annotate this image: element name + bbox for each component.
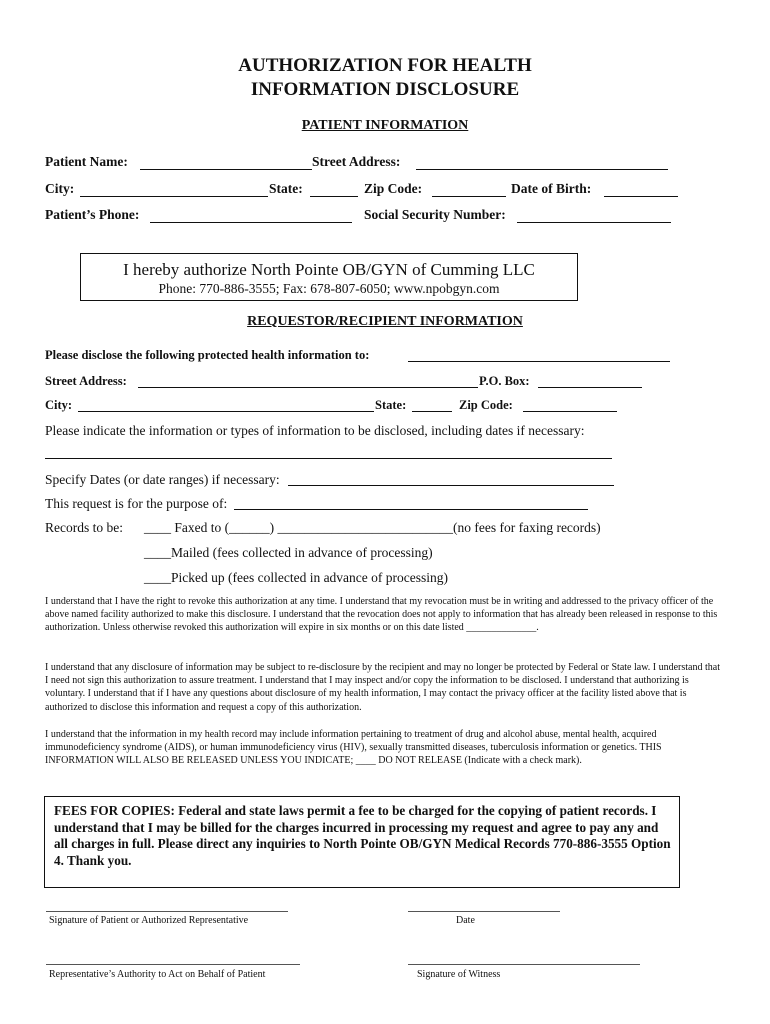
rep-authority-label: Representative’s Authority to Act on Behalf of Patient [49, 969, 266, 980]
disclose-to-field[interactable] [408, 361, 670, 362]
rep-authority-line[interactable] [46, 964, 300, 965]
indicate-field[interactable] [45, 458, 612, 459]
fees-text: FEES FOR COPIES: Federal and state laws permit a fee to be charged for the copying of patient records. I understand that I may be billed for the charges incurred in processing my request and agree to pay any and all charges in full. Please direct any inquiries to North Pointe OB/GYN Medical Records 770-886-3555 Option 4. Thank you. [54, 803, 671, 868]
picked-up-option[interactable]: ____Picked up (fees collected in advance of processing) [144, 570, 449, 585]
req-street-label: Street Address: [45, 374, 127, 388]
dob-label: Date of Birth: [511, 181, 592, 196]
requestor-heading: REQUESTOR/RECIPIENT INFORMATION [247, 314, 523, 329]
purpose-label: This request is for the purpose of: [45, 496, 228, 511]
street-address-label: Street Address: [312, 154, 401, 169]
req-zip-label: Zip Code: [459, 398, 513, 412]
state-label: State: [269, 181, 303, 196]
req-state-label: State: [375, 398, 407, 412]
state-field[interactable] [310, 196, 358, 197]
document-title-line1: AUTHORIZATION FOR HEALTH [238, 55, 532, 76]
fees-box [44, 796, 680, 888]
patient-signature-label: Signature of Patient or Authorized Representative [49, 915, 249, 926]
document-title-line2: INFORMATION DISCLOSURE [250, 79, 520, 100]
records-label: Records to be: [45, 520, 123, 535]
zip-field[interactable] [432, 196, 506, 197]
pobox-field[interactable] [538, 387, 642, 388]
dates-field[interactable] [288, 485, 614, 486]
patient-phone-label: Patient’s Phone: [45, 207, 140, 222]
sensitive-info-paragraph: I understand that the information in my health record may include information pertaining to treatment of drug and alcohol abuse, mental health, acquired immunodeficiency syndrome (AIDS), or human immunodeficiency virus (HIV), sexually transmitted diseases, tuberculosis information or genetics. THIS INFORMATION WILL ALSO BE RELEASED UNLESS YOU INDICATE; ____ DO NOT RELEASE (Indicate with a check mark). [45, 729, 662, 767]
street-address-field[interactable] [416, 169, 668, 170]
date-label: Date [456, 915, 475, 926]
indicate-label: Please indicate the information or types of information to be disclosed, including dates if necessary: [45, 423, 585, 438]
authorize-box [80, 253, 578, 301]
req-zip-field[interactable] [523, 411, 617, 412]
practice-contact: Phone: 770-886-3555; Fax: 678-807-6050; www.npobgyn.com [158, 281, 500, 296]
ssn-field[interactable] [517, 222, 671, 223]
patient-name-field[interactable] [140, 169, 312, 170]
disclose-to-label: Please disclose the following protected health information to: [45, 348, 370, 362]
pobox-label: P.O. Box: [479, 374, 530, 388]
mailed-option[interactable]: ____Mailed (fees collected in advance of processing) [144, 545, 433, 560]
zip-label: Zip Code: [364, 181, 423, 196]
ssn-label: Social Security Number: [364, 207, 506, 222]
city-field[interactable] [80, 196, 268, 197]
dob-field[interactable] [604, 196, 678, 197]
redisclosure-paragraph: I understand that any disclosure of information may be subject to re-disclosure by the recipient and may no longer be protected by Federal or State law. I understand that I need not sign this authorization to assure treatment. I understand that I may inspect and/or copy the information to be disclosed. I understand that authorizing is voluntary. I understand that if I have any questions about disclosure of my health information, I may contact the privacy officer at the facility listed above that is authorized to disclose this information and request a copy of this authorization. [45, 662, 720, 713]
witness-line[interactable] [408, 964, 640, 965]
purpose-field[interactable] [234, 509, 588, 510]
revocation-paragraph: I understand that I have the right to revoke this authorization at any time. I understand that my revocation must be in writing and addressed to the privacy officer of the above named facility authorized to make this disclosure. I understand that the revocation does not apply to information that has already been released in response to this authorization. Unless otherwise revoked this authorization will expire in six months or on this date listed ______________. [45, 596, 718, 634]
witness-label: Signature of Witness [417, 969, 501, 980]
patient-name-label: Patient Name: [45, 154, 128, 169]
patient-phone-field[interactable] [150, 222, 352, 223]
patient-info-heading: PATIENT INFORMATION [301, 118, 469, 133]
req-city-field[interactable] [78, 411, 374, 412]
faxed-option[interactable]: ____ Faxed to (______) __________________________(no fees for faxing records) [144, 520, 601, 535]
dates-label: Specify Dates (or date ranges) if necessary: [45, 472, 280, 487]
req-city-label: City: [45, 398, 73, 412]
req-state-field[interactable] [412, 411, 452, 412]
patient-signature-line[interactable] [46, 911, 288, 912]
city-label: City: [45, 181, 75, 196]
authorize-statement: I hereby authorize North Pointe OB/GYN of Cumming LLC [123, 260, 535, 279]
date-line[interactable] [408, 911, 560, 912]
req-street-field[interactable] [138, 387, 478, 388]
